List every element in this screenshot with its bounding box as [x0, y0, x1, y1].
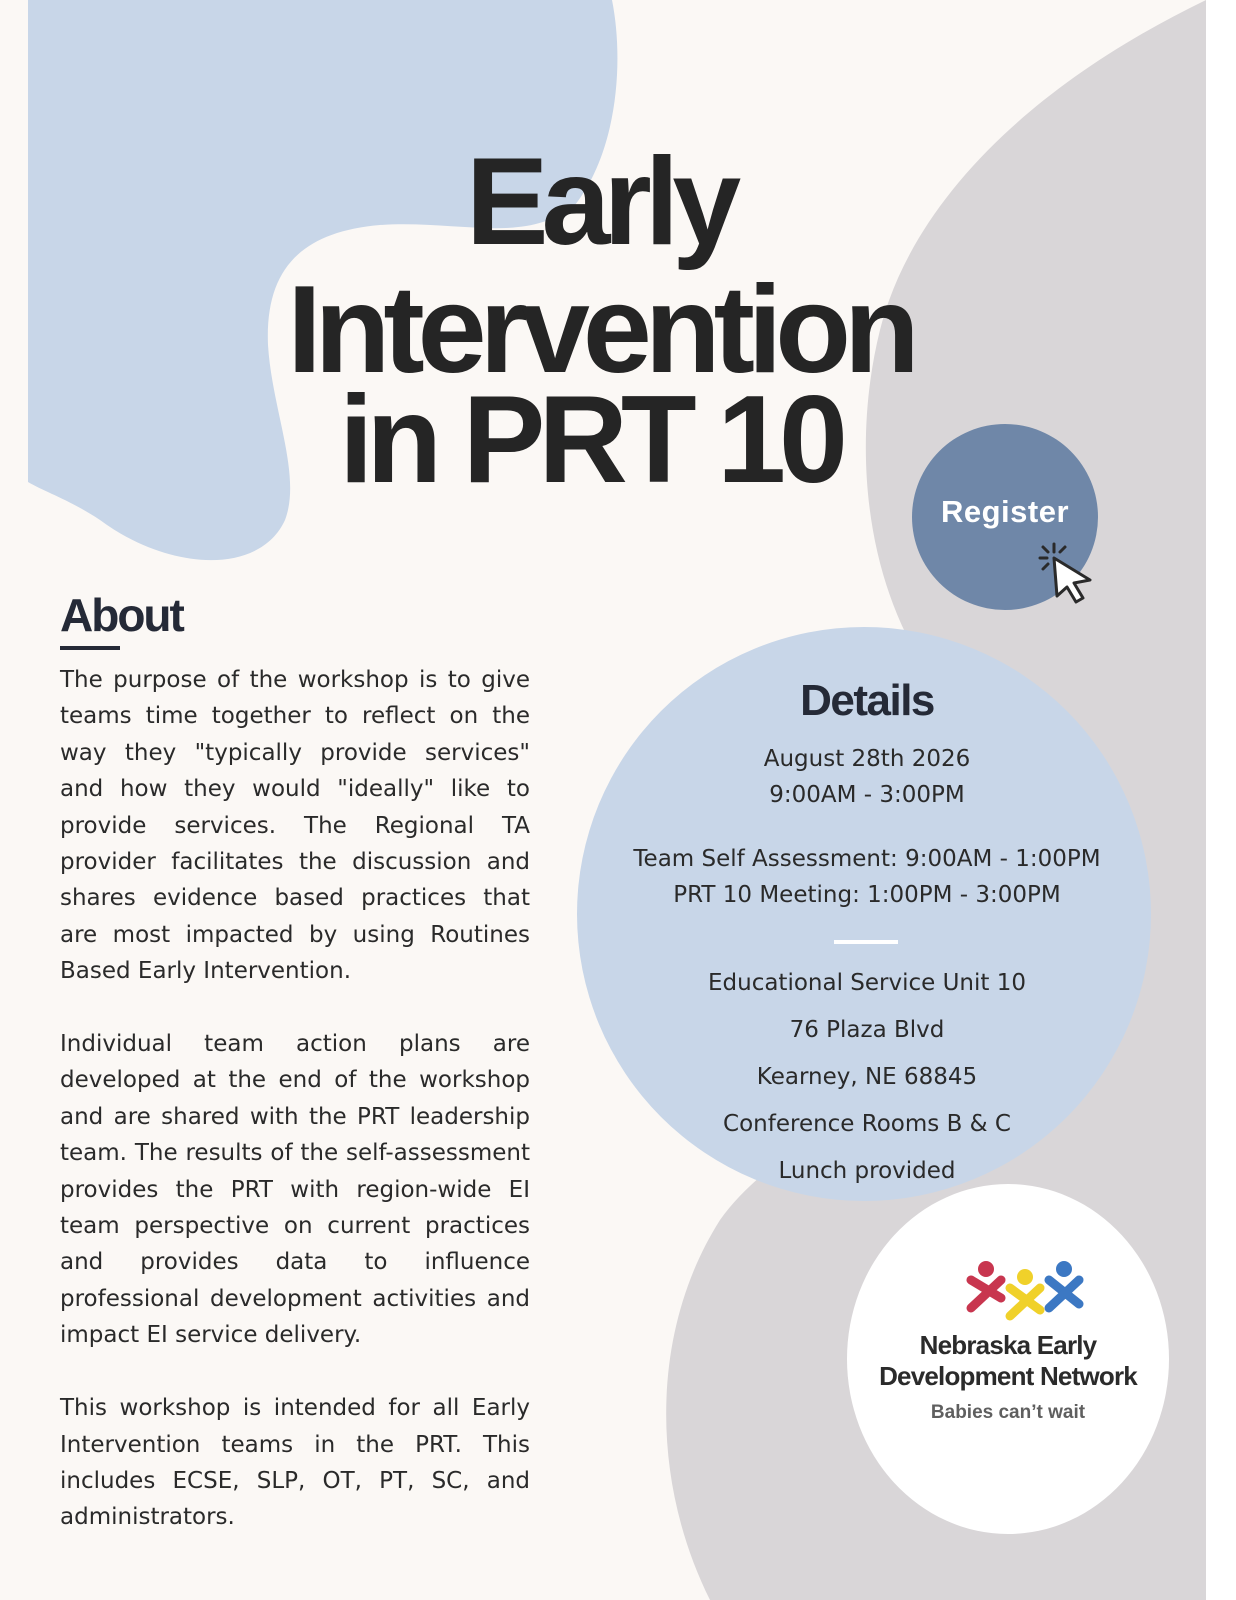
about-paragraph-3: This workshop is intended for all Early Intervention teams in the PRT. This includes ECSE, SLP, OT, PT, SC, and administrators. — [60, 1395, 530, 1531]
logo-name-line-1: Nebraska Early — [919, 1330, 1097, 1360]
about-heading: About — [60, 589, 183, 641]
details-schedule-1: Team Self Assessment: 9:00AM - 1:00PM — [633, 846, 1101, 872]
details-location-4: Conference Rooms B & C — [723, 1111, 1011, 1137]
about-paragraph-1: The purpose of the workshop is to give teams time together to reflect on the way they "typically provide services" and how they would "ideally" like to provide services. The Regional TA provider facilitates the discussion and shares evidence based practices that are most impacted by using Routines Based Early Intervention. — [60, 667, 530, 985]
details-schedule-2: PRT 10 Meeting: 1:00PM - 3:00PM — [673, 882, 1061, 908]
about-text — [60, 662, 530, 1572]
title-line-3: in PRT 10 — [338, 371, 842, 509]
details-location-5: Lunch provided — [778, 1158, 956, 1184]
about-paragraph-2: Individual team action plans are developed at the end of the workshop and are shared with the PRT leadership team. The results of the self-assessment provides the PRT with region-wide EI team perspective on current practices and provides data to influence professional development activities and impact EI service delivery. — [60, 1031, 530, 1349]
logo-name — [852, 1330, 1164, 1392]
details-heading: Details — [800, 676, 934, 725]
details-divider — [834, 940, 898, 944]
logo-name-line-2: Development Network — [879, 1361, 1137, 1391]
details-date: August 28th 2026 — [763, 746, 971, 772]
three-children-logo-icon — [966, 1260, 1084, 1322]
about-underline — [60, 646, 120, 650]
title-line-2: Intervention — [287, 261, 913, 399]
details-location-3: Kearney, NE 68845 — [756, 1064, 978, 1090]
logo-tagline: Babies can’t wait — [930, 1402, 1086, 1423]
title-line-1: Early — [465, 133, 735, 271]
cursor-click-icon — [1034, 540, 1104, 610]
details-location-2: 76 Plaza Blvd — [789, 1017, 945, 1043]
details-location-1: Educational Service Unit 10 — [707, 970, 1026, 996]
register-label: Register — [940, 494, 1070, 529]
details-time: 9:00AM - 3:00PM — [769, 782, 965, 808]
